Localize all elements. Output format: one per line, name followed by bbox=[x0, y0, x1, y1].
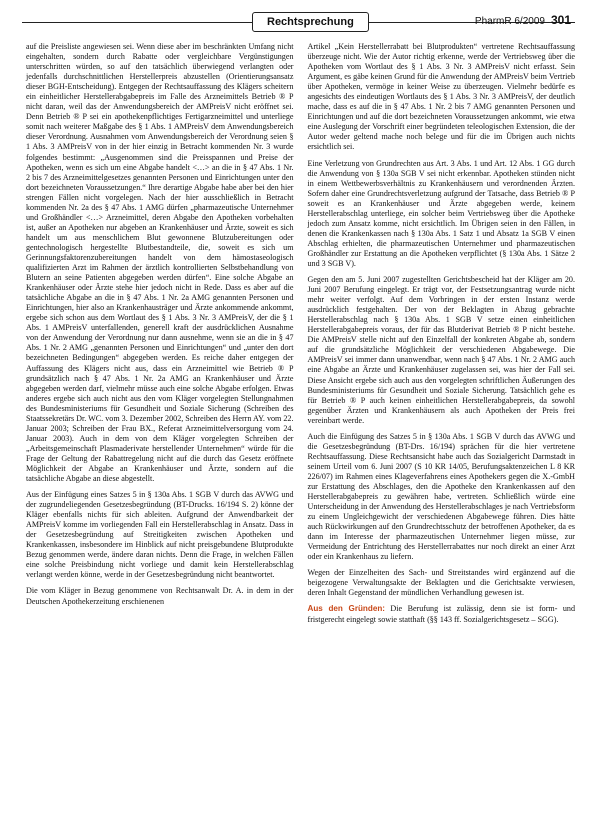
paragraph: Aus der Einfügung eines Satzes 5 in § 130a Abs. 1 SGB V durch das AVWG und der zugrundeliegenden Gesetzesbegründung (BT-Drucks. 16/194 S. 2) könne der Kläger ebenfalls nichts für sich ableiten. Aufgrund der Anwendbarkeit der AMPreisV komme im vorliegenden Fall ein Herstellerabschlag in Ansatz. Dass in der Gesetzesbegründung auf Streitigkeiten zwischen Apotheken und Krankenkassen, insbesondere im Hinblick auf nicht preisgebundene Blutprodukte Bezug genommen werde, ändere daran nichts. Denn die Frage, in welchen Fällen eine solche Preisbindung nicht vorliege und damit kein Herstellerabschlag verlangt werden könne, werde in der Gesetzesbegründung nicht beantwortet. bbox=[26, 490, 294, 580]
run-in-heading: Aus den Gründen: bbox=[307, 604, 385, 614]
journal-info bbox=[475, 13, 571, 27]
paragraph: Auch die Einfügung des Satzes 5 in § 130a Abs. 1 SGB V durch das AVWG und die Gesetzesbegründung (BT-Drs. 16/194) sprächen für die hier vertretene Rechtsauffassung. Diese Rechtsansicht habe auch das Sozialgericht Darmstadt in seinem Urteil vom 6. Juni 2007 (S 10 KR 14/05, Berufungsaktenzeichen L 8 KR 226/07) im Rahmen eines Klageverfahrens eines Apothekers gegen die X.-GmbH zur Erstattung des Abschlages, den die Apotheke den Krankenkassen auf den Herstellerabgabepreis zu gewähren habe, vertreten. Schließlich würde eine Unterscheidung in der Anwendung des Herstellerabschlages je nach Vertriebsform zu einem Ungleichgewicht der verschiedenen Abgabewege führen. Dies hätte auch Rückwirkungen auf den Grundrechtsschutz der betroffenen Apotheker, da es dann im Interesse der pharmazeutischen Unternehmer liegen müsse, zur Vermeidung der Entrichtung des Herstellerrabattes nur noch direkt an einer Arzt oder ein Krankenhaus zu liefern. bbox=[307, 431, 575, 562]
paragraph: Artikel „Kein Herstellerrabatt bei Blutprodukten“ vertretene Rechtsauffassung überzeuge nicht. Wie der Autor richtig erkenne, werde der Vertriebsweg über die Apotheken vom Wortlaut des § 1 Abs. 3 Nr. 3 AMPreisV nicht erfasst. Sein Argument, es gäbe keinen Grund für die Anwendung der AMPreisV beim Vertrieb über Apotheken, vermöge in keiner Weise zu überzeugen. Vielmehr bedürfe es angesichts des eindeutigen Wortlauts des § 1 Abs. 3 Nr. 3 AMPreisV, der deutlich mache, dass es auf die in § 47 Abs. 1 Nr. 2 bis 7 AMG genannten Personen und Einrichtungen und auf die dort bezeichneten Voraussetzungen ankommt, wie etwa eine Auslegung der Vorschrift einer begründeten teleologischen Extension, die der Autor weder geltend mache noch belege und für die im Übrigen auch nichts ersichtlich sei. bbox=[307, 42, 575, 152]
paragraph: Wegen der Einzelheiten des Sach- und Streitstandes wird ergänzend auf die beigezogene Verwaltungsakte der Beklagten und die Gerichtsakte verwiesen, deren Inhalt Gegenstand der mündlichen Verhandlung gewesen ist. bbox=[307, 568, 575, 598]
journal-issue: PharmR 6/2009 bbox=[474, 16, 545, 27]
final-paragraph bbox=[308, 604, 576, 624]
paragraph: Eine Verletzung von Grundrechten aus Art. 3 Abs. 1 und Art. 12 Abs. 1 GG durch die Anwendung von § 130a SGB V sei nicht erkennbar. Apotheken stünden nicht in einem Wettbewerbsverhältnis zu Krankenhäusern und verordnenden Ärzten. Sofern daher eine Grundrechtsverletzung aufgrund der Tatsache, dass Betrieb ® P soweit es an Krankenhäuser und Ärzte abgegeben werde, keinem Herstellerabschlag unterliege, ein solcher beim Vertriebsweg über die Apotheke jedoch zum Ansatz komme, nicht ersichtlich. Im Übrigen seien in den Fällen, in denen die Krankenkassen nach § 130a Abs. 1 Satz 1 und Absatz 1a SGB V einen Abschlag erhielten, die pharmazeutischen Unternehmer und pharmazeutischen Großhändler zur Erstattung an die Apotheken verpflichtet (§ 130a Abs. 1 Sätze 2 und 3 SGB V). bbox=[307, 158, 575, 268]
text-columns bbox=[26, 42, 575, 631]
section-label: Rechtsprechung bbox=[252, 12, 369, 32]
left-column bbox=[26, 42, 294, 631]
right-column bbox=[308, 42, 576, 631]
paragraph: Die vom Kläger in Bezug genommene von Rechtsanwalt Dr. A. in dem in der Deutschen Apothekerzeitung erschienenen bbox=[26, 586, 294, 606]
paragraph: Gegen den am 5. Juni 2007 zugestellten Gerichtsbescheid hat der Kläger am 20. Juni 2007 Berufung eingelegt. Er trägt vor, der Festsetzungsantrag wurde nicht mehr weiter verfolgt. Auf dem Vorbringen in der ersten Instanz werde ausdrücklich festgehalten. Der von der Beklagten in Abzug gebrachte Herstellerabschlag nach § 130a Abs. 1 SGB V setze einen einheitlichen Herstellerabgabepreis voraus, der für das Blutderivat Betrieb ® P nicht bestehe. Die AMPreisV stelle nicht auf den Einzelfall der konkreten Abgabe ab, sondern auf die grundsätzliche Möglichkeit der verschiedenen Abgabewege. Die AMPreisV sei immer dann unanwendbar, wenn nach § 47 Abs. 1 Nr. 2 AMG auch eine Abgabe an Ärzte und Krankenhäuser zugelassen sei, was hier der Fall sei. Diese Ansicht ergebe sich auch aus den vorgelegten schriftlichen Äußerungen des Bundesministeriums für Gesundheit und Soziale Sicherung. Tatsächlich gehe es für Betrieb ® P auch keinen einheitlichen Herstellerabgabepreis, da sowohl gegenüber Ärzten und Krankenhäusern als auch Apotheken der Preis frei vereinbart werde. bbox=[307, 275, 575, 425]
page-number: 301 bbox=[550, 13, 571, 27]
final-paragraph-text: Die Berufung ist zulässig, denn sie ist form- und fristgerecht eingelegt sowie statthaft (§§ 143 ff. Sozialgerichtsgesetz – SGG). bbox=[307, 604, 575, 624]
paragraph: auf die Preisliste angewiesen sei. Wenn diese aber im beschränkten Umfang nicht eingehalten, sondern durch Rabatte oder vergleichbare Vergünstigungen unterschritten würden, so auf den tatsächlich überwiegend verlangten oder jedenfalls durchschnittlichen Herstellerpreis abzustellen (Orientierungsansatz dieser BGH-Entscheidung). Entgegen der Rechtsauffassung des Klägers scheitern ein einheitlicher Herstellerabgabepreis im Falle des Arzneimittels Betrieb ® P nicht daran, weil das der Anwendungsbereich der AMPreisV nicht eröffnet sei. Denn Betrieb ® P sei ein apothekenpflichtiges Fertigarzneimittel und unterliege somit nach weiterer Maßgabe des § 1 Abs. 1 AMPreisV dem Anwendungsbereich dieser Verordnung. Ausnahmen vom Anwendungsbereich der Verordnung seien § 1 Abs. 3 AMPreisV von in der hier einzig in Betracht kommenden Nr. 3 wurde folgendes bestimmt: „Ausgenommen sind die Preisspannen und Preise der Apotheken, wenn es sich um eine Abgabe handelt <…> an die in § 47 Abs. 1 Nr. 2 bis 7 des Arzneimittelgesetzes genannten Personen und Einrichtungen unter den dort bezeichneten Voraussetzungen.“ Ihre derartige Abgabe habe aber bei den hier strengen Fällen nicht vorgelegen. Nach der hier ausschließlich in Betracht kommenden Nr. 2a des § 47 Abs. 1 AMG dürfen „pharmazeutische Unternehmer und Großhändler <…> Arzneimittel, deren Abgabe den Apotheken vorbehalten ist, außer an Apotheken nur abgeben an Krankenhäuser und Ärzte, soweit es sich handelt um aus menschlichem Blut gewonnene Blutzubereitungen oder gentechnologisch hergestellte Blutbestandteile, die, soweit es sich um Gerinnungsfaktorenzubereitungen handelt von dem hämostaseologisch qualifizierten Arzt im Rahmen der ärztlich kontrollierten Selbstbehandlung von Blutern an seine Patienten abgegeben werden dürfen“. Eine solche Abgabe an Krankenhäuser oder Ärzte stehe hier jedoch nicht in Rede. Dass es aber auf die tatsächliche Abgabe an die in § 47 Abs. 1 Nr. 2a AMG genannten Personen und Einrichtungen, hier also an Krankenhausträger und Ärzte ankommende ankommt, ergebe sich schon aus dem Wortlaut des § 1 Abs. 3 Nr. 3 AMPreisV, der die § 1 Abs. 1 AMPreisV unterfallenden, generell kraft der ausdrücklichen Ausnahme von der Anwendung der Verordnung nur dann ausnehme, wenn sie an die in § 47 Abs. 1 Nr. 2 AMG „genannten Personen und Einrichtungen“ und „unter den dort bezeichneten Bedingungen“ abgegeben werden. Es reiche daher entgegen der Auffassung des Klägers nicht aus, dass ein Arzneimittel wie Betrieb ® P grundsätzlich nach § 47 Abs. 1 Nr. 2a AMG an Krankenhäuser und Ärzte abgegeben werden darf, vielmehr müsse auch eine solche Abgabe erfolgen. Etwas anderes ergebe sich auch nicht aus den vom Kläger vorgelegten Stellungnahmen des Bundesministeriums für Gesundheit und Soziale Sicherung (Schreiben des Staatssekretärs Dr. WC. vom 3. Dezember 2002, Schreiben des Herrn AY. vom 22. Januar 2003; Schreiben der Frau BX., Referat Arzneimittelversorgung vom 24. Januar 2003). Auch in dem von dem Kläger vorgelegten Schreiben der „Arbeitsgemeinschaft Plasmaderivate herstellender Unternehmen“ würde für die Frage der Geltung der Rabattregelung nicht auf die durch das Gesetz eröffnete Möglichkeit der Abgabe an Krankenhäuser und Ärzte, sondern auf die tatsächliche Abgabe an diese abgestellt. bbox=[26, 42, 294, 484]
